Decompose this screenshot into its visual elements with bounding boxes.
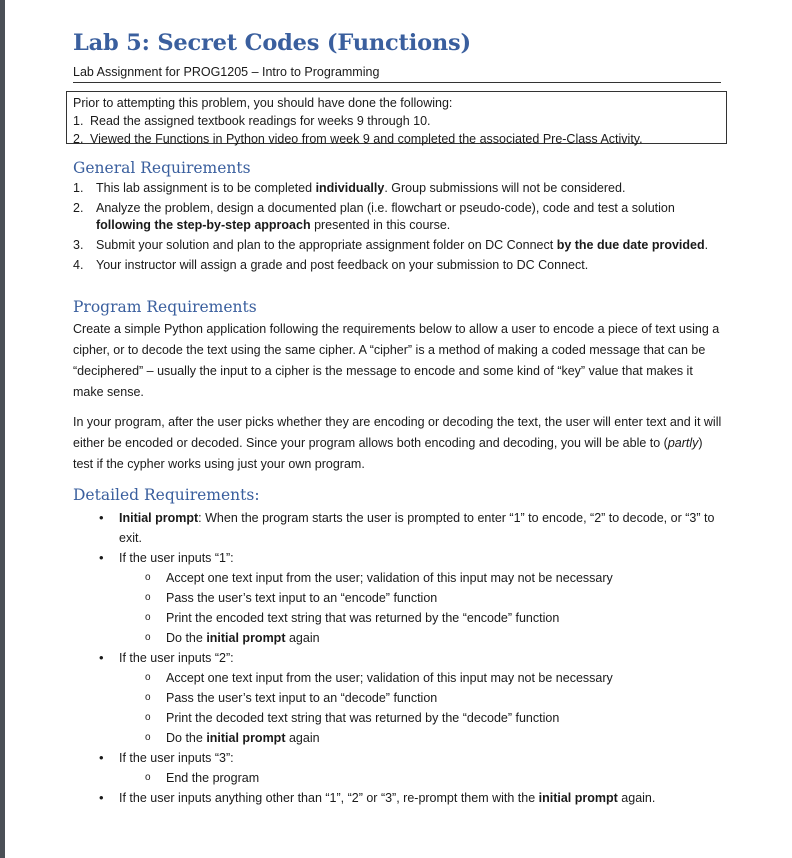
detailed-requirements-list: [73, 508, 733, 808]
bullet-item: • If the user inputs “2”:: [99, 650, 234, 665]
list-item: 1. This lab assignment is to be completed individually. Group submissions will not be considered.: [73, 181, 626, 195]
sub-bullet-item: o Do the initial prompt again: [145, 631, 320, 645]
prerequisites-box: [66, 91, 727, 144]
title-rule: [73, 82, 721, 83]
bullet-item: • If the user inputs “1”:: [99, 550, 234, 565]
bullet-item: • If the user inputs “3”:: [99, 750, 234, 765]
sub-bullet-item: o Do the initial prompt again: [145, 731, 320, 745]
window-edge: [0, 0, 5, 858]
list-item: 4. Your instructor will assign a grade and post feedback on your submission to DC Connect.: [73, 257, 589, 272]
sub-bullet-item: o Pass the user’s text input to an “decode” function: [145, 691, 438, 705]
prereq-item: 1. Read the assigned textbook readings for weeks 9 through 10.: [73, 114, 431, 128]
detailed-requirements-heading: Detailed Requirements:: [73, 486, 260, 504]
list-item: 2. Analyze the problem, design a documented plan (i.e. flowchart or pseudo-code), code and test a solution following the step-by-step approach presented in this course.: [73, 200, 675, 233]
program-paragraph-1: Create a simple Python application following the requirements below to allow a user to encode a piece of text using a cipher, or to decode the text using the same cipher. A “cipher” is a method of making a coded message that can be “deciphered” – usually the input to a cipher is the message to encode and some kind of “key” value that makes it make sense.: [73, 322, 720, 399]
list-item: 3. Submit your solution and plan to the appropriate assignment folder on DC Connect by the due date provided.: [73, 238, 709, 253]
bullet-item: • Initial prompt: When the program starts the user is prompted to enter “1” to encode, “2” to decode, or “3” to exit.: [99, 510, 715, 545]
prereq-item: 2. Viewed the Functions in Python video from week 9 and completed the associated Pre-Class Activity.: [73, 132, 643, 146]
page-subtitle: Lab Assignment for PROG1205 – Intro to Programming: [73, 65, 380, 79]
sub-bullet-item: o End the program: [145, 771, 260, 785]
sub-bullet-item: o Print the encoded text string that was returned by the “encode” function: [145, 611, 560, 625]
general-requirements-list: [73, 180, 733, 277]
bullet-item: • If the user inputs anything other than “1”, “2” or “3”, re-prompt them with the initial prompt again.: [99, 790, 656, 805]
sub-bullet-item: o Accept one text input from the user; validation of this input may not be necessary: [145, 671, 613, 685]
sub-bullet-item: o Pass the user’s text input to an “encode” function: [145, 591, 438, 605]
general-requirements-heading: General Requirements: [73, 159, 251, 177]
page-title: Lab 5: Secret Codes (Functions): [73, 30, 471, 56]
program-requirements-heading: Program Requirements: [73, 298, 257, 316]
sub-bullet-item: o Accept one text input from the user; validation of this input may not be necessary: [145, 571, 613, 585]
sub-bullet-item: o Print the decoded text string that was returned by the “decode” function: [145, 711, 560, 725]
program-paragraph-2: In your program, after the user picks whether they are encoding or decoding the text, the user will enter text and it will either be encoded or decoded. Since your program allows both encoding and decoding, you will be able to (partly) test if the cypher works using just your own program.: [73, 415, 722, 471]
prereq-intro: Prior to attempting this problem, you should have done the following:: [73, 96, 453, 110]
